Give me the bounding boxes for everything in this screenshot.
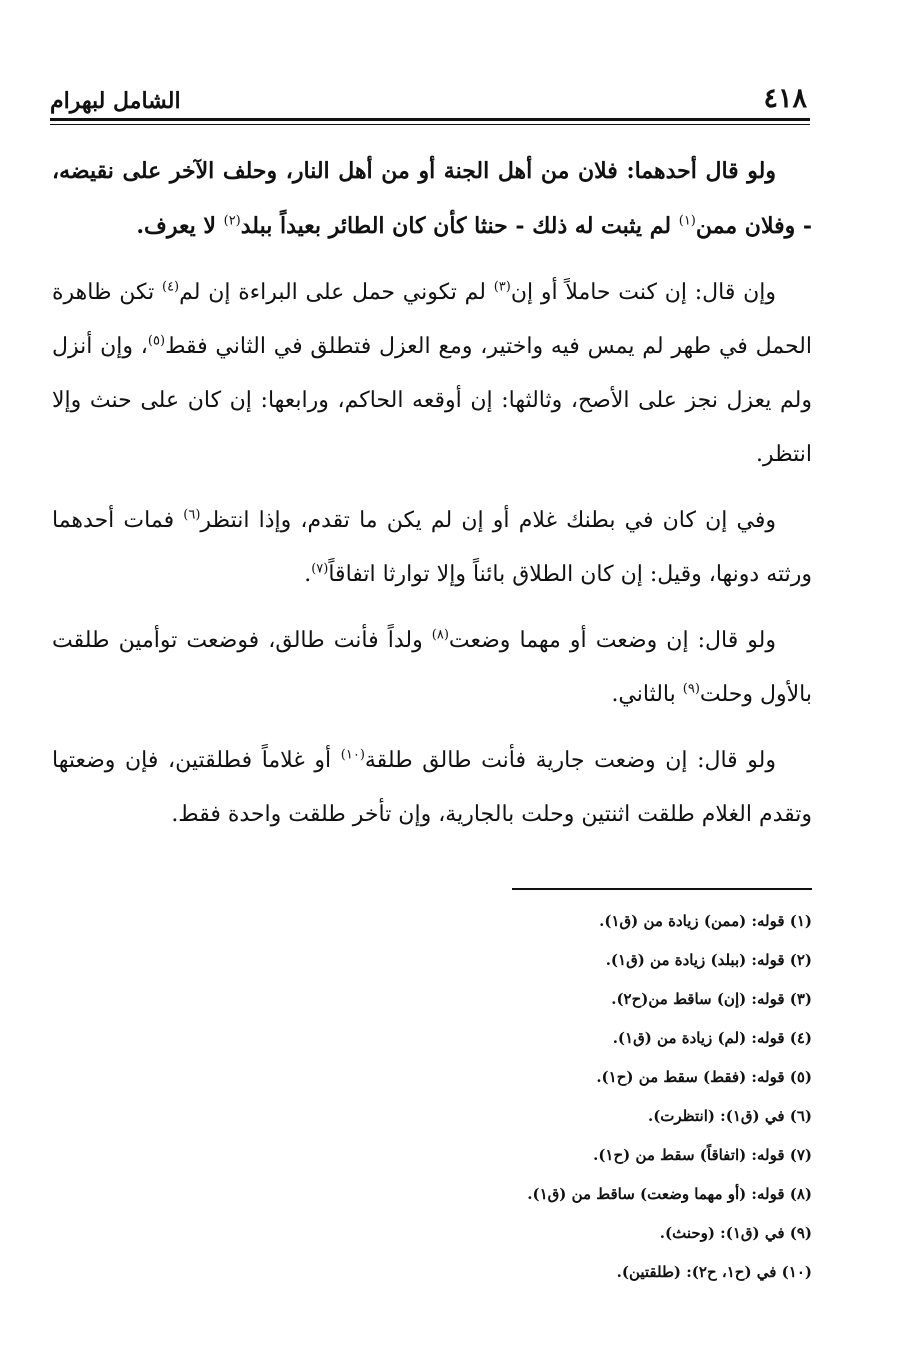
page-header (50, 72, 807, 112)
footnote-marker: (٣) (493, 279, 511, 295)
body-paragraph (52, 614, 812, 722)
footnote-item: (٥) قوله: (فقط) سقط من (ح١). (596, 1068, 812, 1086)
text-segment: لم تكوني حمل على البراءة إن لم (179, 280, 494, 305)
footnote-item: (٢) قوله: (ببلد) زيادة من (ق١). (605, 951, 812, 969)
header-divider (50, 118, 810, 125)
text-segment: فمات أحدهما ورثته دونها، وقيل: إن كان الطلاق بائناً وإلا توارثا اتفاقاً (52, 508, 812, 587)
body-paragraph (52, 144, 812, 254)
footnote-divider (512, 888, 812, 890)
text-segment: ولداً فأنت طالق، فوضعت توأمين طلقت بالأول وحلت (52, 628, 812, 707)
text-segment: لا يعرف. (136, 213, 224, 239)
footnote-marker: (٤) (161, 279, 180, 295)
footnote-marker: (٩) (682, 681, 700, 697)
footnotes-list (300, 902, 812, 1292)
footnote-item: (٧) قوله: (اتفاقاً) سقط من (ح١). (593, 1146, 812, 1164)
book-title: الشامل لبهرام (50, 88, 181, 114)
text-segment: ولو قال أحدهما: فلان من أهل الجنة أو من أهل النار، وحلف الآخر على نقيضه، - وفلان ممن (52, 158, 812, 239)
text-segment: ولو قال: إن وضعت جارية فأنت طالق طلقة (364, 748, 776, 773)
text-segment: وإن قال: إن كنت حاملاً أو إن (510, 280, 776, 305)
footnote-marker: (٢) (223, 213, 241, 229)
text-segment: ولو قال: إن وضعت أو مهما وضعت (448, 628, 776, 653)
footnote-item: (١) قوله: (ممن) زيادة من (ق١). (599, 912, 812, 930)
footnote-item: (١٠) في (ح١، ح٢): (طلقتين). (616, 1263, 812, 1281)
text-segment: أو غلاماً فطلقتين، فإن وضعتها وتقدم الغلام طلقت اثنتين وحلت بالجارية، وإن تأخر طلقت واحدة فقط. (52, 748, 812, 827)
footnote-marker: (٧) (311, 561, 329, 577)
text-segment: . (304, 562, 312, 587)
footnote-item: (٨) قوله: (أو مهما وضعت) ساقط من (ق١). (527, 1185, 812, 1203)
body-paragraph (52, 494, 812, 602)
footnote-marker: (١) (678, 213, 696, 229)
footnote-item: (٩) في (ق١): (وحنث). (659, 1224, 812, 1242)
footnote-item: (٣) قوله: (إن) ساقط من(ح٢). (611, 990, 812, 1008)
footnote-marker: (٨) (431, 627, 449, 643)
footnote-item: (٤) قوله: (لم) زيادة من (ق١). (612, 1029, 812, 1047)
text-segment: ، وإن أنزل ولم يعزل نجز على الأصح، وثالثها: إن أوقعه الحاكم، ورابعها: إن كان على حنث وإلا انتظر. (52, 334, 812, 467)
page-number: ٤١٨ (763, 83, 807, 114)
footnote-marker: (٥) (147, 333, 166, 349)
footnote-item: (٦) في (ق١): (انتظرت). (647, 1107, 812, 1125)
text-segment: وفي إن كان في بطنك غلام أو إن لم يكن ما تقدم، وإذا انتظر (200, 508, 777, 533)
text-segment: لم يثبت له ذلك - حنثا كأن كان الطائر بعيداً ببلد (240, 213, 679, 239)
footnote-marker: (٦) (183, 507, 201, 523)
text-segment: بالثاني. (611, 682, 683, 707)
footnote-marker: (١٠) (340, 747, 365, 763)
main-text (52, 144, 812, 854)
body-paragraph (52, 266, 812, 482)
body-paragraph (52, 734, 812, 842)
text-segment: تكن ظاهرة الحمل في طهر لم يمس فيه واختير، ومع العزل فتطلق في الثاني فقط (52, 280, 812, 359)
